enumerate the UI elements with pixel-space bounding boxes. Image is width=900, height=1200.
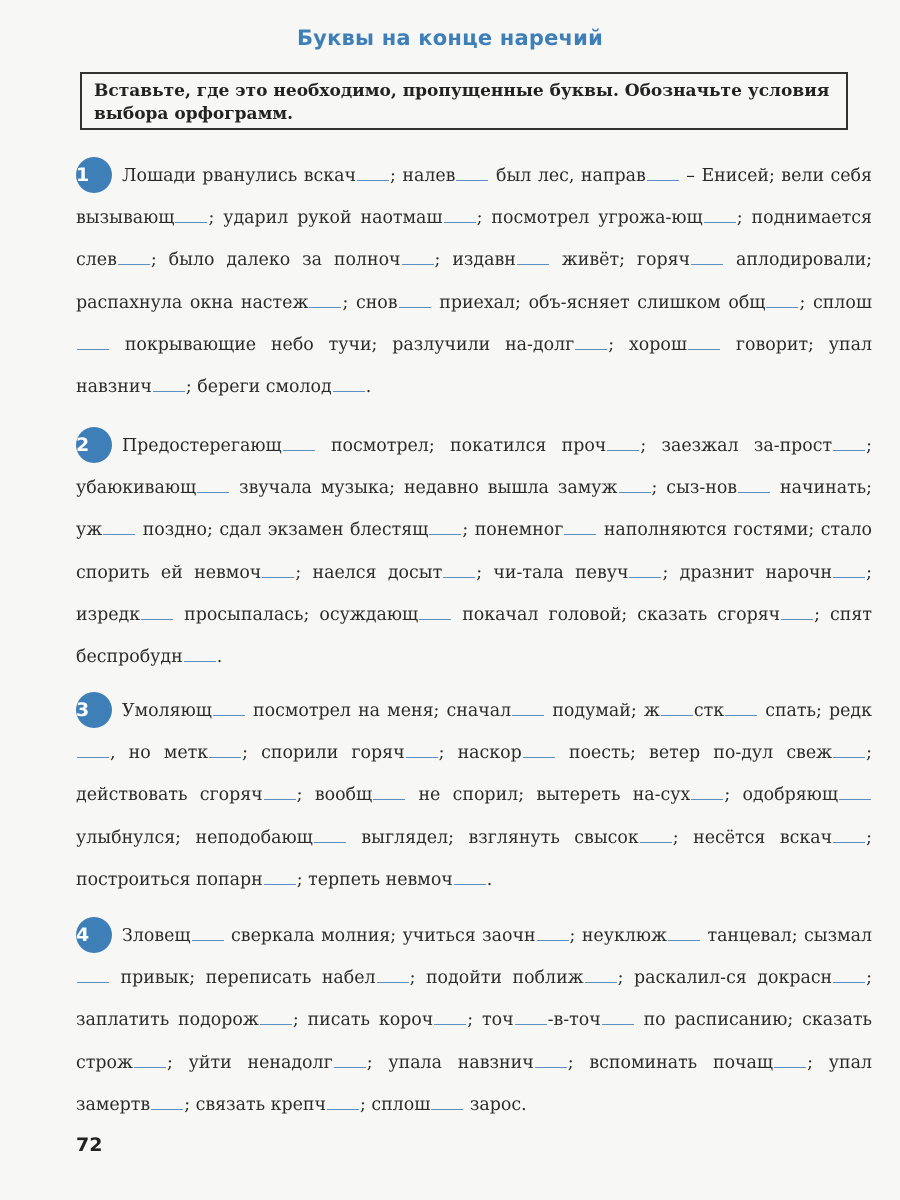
fill-in-blank[interactable] — [264, 782, 296, 800]
fill-in-blank[interactable] — [77, 331, 109, 349]
exercise-text: ; писать короч — [292, 1010, 434, 1031]
exercise-text: ; терпеть невмоч — [296, 869, 453, 890]
exercise-text: ; одобряющ — [724, 785, 838, 806]
fill-in-blank[interactable] — [725, 698, 757, 716]
exercise-text: ; сплош — [359, 1094, 431, 1115]
fill-in-blank[interactable] — [833, 965, 865, 983]
fill-in-blank[interactable] — [444, 205, 476, 223]
fill-in-blank[interactable] — [512, 698, 544, 716]
fill-in-blank[interactable] — [334, 1049, 366, 1067]
exercise-text: ; подойти поближ — [409, 968, 584, 989]
fill-in-blank[interactable] — [537, 923, 569, 941]
fill-in-blank[interactable] — [691, 247, 723, 265]
fill-in-blank[interactable] — [429, 517, 461, 535]
exercise-number-badge: 2 — [76, 427, 112, 463]
fill-in-blank[interactable] — [619, 475, 651, 493]
exercise-text: ; упал замертв — [76, 1052, 872, 1115]
fill-in-blank[interactable] — [357, 163, 389, 181]
instruction-box — [80, 72, 848, 130]
fill-in-blank[interactable] — [377, 965, 409, 983]
fill-in-blank[interactable] — [575, 331, 607, 349]
fill-in-blank[interactable] — [833, 433, 865, 451]
exercise-text: -в-точ — [547, 1010, 601, 1031]
exercise-text: Предостерегающ — [122, 436, 282, 456]
exercise-text: ; спорили горяч — [242, 743, 405, 764]
fill-in-blank[interactable] — [419, 601, 451, 619]
fill-in-blank[interactable] — [668, 923, 700, 941]
fill-in-blank[interactable] — [314, 824, 346, 842]
exercise-text: был лес, направ — [489, 166, 646, 186]
fill-in-blank[interactable] — [213, 698, 245, 716]
exercise-text: ; упала навзнич — [366, 1052, 534, 1073]
exercise-3 — [76, 690, 872, 901]
exercise-text: наполняются гостями; стало спорить ей невмоч — [76, 520, 873, 583]
exercise-text: ; построиться попарн — [76, 827, 872, 890]
fill-in-blank[interactable] — [661, 698, 693, 716]
fill-in-blank[interactable] — [262, 559, 294, 577]
exercise-text: аплодировали; распахнула окна настеж — [76, 250, 873, 313]
exercise-text: , но метк — [110, 743, 209, 764]
exercise-text: поесть; ветер по-дул свеж — [555, 743, 833, 764]
exercise-text: ; связать крепч — [184, 1094, 326, 1115]
fill-in-blank[interactable] — [517, 247, 549, 265]
page-number: 72 — [76, 1134, 103, 1156]
exercise-text: приехал; объ-ясняет слишком общ — [431, 292, 766, 313]
exercise-text: ; точ — [467, 1010, 514, 1031]
exercise-text: улыбнулся; неподобающ — [76, 827, 313, 848]
fill-in-blank[interactable] — [585, 965, 617, 983]
fill-in-blank[interactable] — [264, 866, 296, 884]
fill-in-blank[interactable] — [515, 1007, 547, 1025]
exercise-text: ; береги смолод — [185, 377, 332, 398]
exercise-text: ; издавн — [434, 250, 516, 271]
exercise-text: ; посмотрел угрожа-ющ — [476, 208, 703, 229]
fill-in-blank[interactable] — [431, 1091, 463, 1109]
fill-in-blank[interactable] — [151, 1091, 183, 1109]
fill-in-blank[interactable] — [602, 1007, 634, 1025]
exercise-text: ; дразнит нарочн — [662, 562, 833, 583]
fill-in-blank[interactable] — [118, 247, 150, 265]
fill-in-blank[interactable] — [454, 866, 486, 884]
exercise-text: ; несётся вскач — [672, 827, 833, 848]
fill-in-blank[interactable] — [260, 1007, 292, 1025]
exercise-text: ; неуклюж — [569, 926, 668, 946]
exercise-text: по расписанию; сказать строж — [76, 1010, 873, 1073]
fill-in-blank[interactable] — [640, 824, 672, 842]
fill-in-blank[interactable] — [688, 331, 720, 349]
exercise-text: ; налев — [390, 166, 456, 186]
exercise-text: ; изредк — [76, 562, 872, 625]
fill-in-blank[interactable] — [197, 475, 229, 493]
exercise-text: посмотрел на меня; сначал — [245, 701, 512, 721]
fill-in-blank[interactable] — [373, 782, 405, 800]
exercise-text: начинать; уж — [76, 478, 873, 541]
fill-in-blank[interactable] — [456, 163, 488, 181]
exercise-text: не спорил; вытереть на-сух — [406, 785, 691, 806]
fill-in-blank[interactable] — [184, 644, 216, 662]
exercise-text: звучала музыка; недавно вышла замуж — [230, 478, 618, 499]
exercise-number-badge: 1 — [76, 157, 112, 193]
fill-in-blank[interactable] — [691, 782, 723, 800]
fill-in-blank[interactable] — [327, 1091, 359, 1109]
exercise-text: ; наелся досыт — [295, 562, 443, 583]
fill-in-blank[interactable] — [833, 824, 865, 842]
exercise-text: ; заплатить подорож — [76, 968, 873, 1031]
exercise-text: просыпалась; осуждающ — [174, 604, 419, 625]
exercise-text: ; убаюкивающ — [76, 436, 872, 499]
fill-in-blank[interactable] — [209, 740, 241, 758]
fill-in-blank[interactable] — [309, 289, 341, 307]
exercise-text: танцевал; сызмал — [701, 926, 873, 946]
exercise-text: . — [216, 647, 223, 668]
exercise-text: ; было далеко за полноч — [150, 250, 401, 271]
exercise-text: ; хорош — [608, 334, 688, 355]
exercise-text: ; поднимается слев — [76, 208, 872, 271]
fill-in-blank[interactable] — [399, 289, 431, 307]
exercise-text: ; действовать сгоряч — [76, 743, 872, 806]
exercise-text: ; наскор — [438, 743, 522, 764]
exercise-text: живёт; горяч — [549, 250, 691, 271]
exercise-text: . — [365, 377, 372, 398]
fill-in-blank[interactable] — [833, 740, 865, 758]
exercise-text: ; вообщ — [296, 785, 373, 806]
exercise-number-badge: 4 — [76, 917, 112, 953]
exercise-number-badge: 3 — [76, 692, 112, 728]
fill-in-blank[interactable] — [535, 1049, 567, 1067]
exercise-text: сверкала молния; учиться заочн — [224, 926, 536, 946]
exercise-4 — [76, 915, 872, 1126]
exercise-text: ; спят беспробудн — [76, 604, 872, 668]
fill-in-blank[interactable] — [443, 559, 475, 577]
exercise-text: – Енисей; вели себя вызывающ — [76, 166, 872, 229]
exercise-text: поздно; сдал экзамен блестящ — [136, 520, 429, 541]
exercise-text: зарос. — [464, 1094, 527, 1115]
fill-in-blank[interactable] — [175, 205, 207, 223]
exercise-text: выглядел; взглянуть свысок — [346, 827, 639, 848]
fill-in-blank[interactable] — [406, 740, 438, 758]
fill-in-blank[interactable] — [192, 923, 224, 941]
fill-in-blank[interactable] — [774, 1049, 806, 1067]
fill-in-blank[interactable] — [766, 289, 798, 307]
exercise-text: ; уйти ненадолг — [166, 1052, 333, 1073]
page-title: Буквы на конце наречий — [296, 26, 604, 50]
exercise-text: Зловещ — [122, 926, 191, 946]
fill-in-blank[interactable] — [103, 517, 135, 535]
fill-in-blank[interactable] — [647, 163, 679, 181]
instruction-text: Вставьте, где это необходимо, пропущенные буквы. Обозначьте условия выбора орфограмм. — [94, 81, 830, 124]
fill-in-blank[interactable] — [839, 782, 871, 800]
exercise-text: покачал головой; сказать сгоряч — [452, 604, 781, 625]
exercise-text: ; ударил рукой наотмаш — [208, 208, 443, 229]
exercise-text: ; сыз-нов — [651, 478, 738, 499]
exercise-text: спать; редк — [758, 701, 872, 721]
fill-in-blank[interactable] — [629, 559, 661, 577]
fill-in-blank[interactable] — [77, 965, 109, 983]
exercise-text: ; раскалил-ся докрасн — [617, 968, 833, 989]
fill-in-blank[interactable] — [134, 1049, 166, 1067]
fill-in-blank[interactable] — [153, 374, 185, 392]
exercise-text: говорит; упал навзнич — [76, 334, 873, 398]
exercise-text: ; сплош — [799, 292, 872, 313]
exercise-text: Умоляющ — [122, 701, 212, 721]
fill-in-blank[interactable] — [738, 475, 770, 493]
fill-in-blank[interactable] — [781, 601, 813, 619]
fill-in-blank[interactable] — [333, 374, 365, 392]
fill-in-blank[interactable] — [607, 433, 639, 451]
exercise-text: привык; переписать набел — [110, 968, 376, 989]
exercise-text: ; чи-тала певуч — [476, 562, 629, 583]
fill-in-blank[interactable] — [402, 247, 434, 265]
exercise-text: покрывающие небо тучи; разлучили на-долг — [110, 334, 575, 355]
fill-in-blank[interactable] — [704, 205, 736, 223]
exercise-text: ; снов — [342, 292, 398, 313]
exercise-2 — [76, 425, 872, 678]
exercise-text: ; понемног — [462, 520, 564, 541]
fill-in-blank[interactable] — [833, 559, 865, 577]
exercise-1 — [76, 155, 872, 408]
exercise-text: ; заезжал за-прост — [640, 436, 833, 456]
fill-in-blank[interactable] — [523, 740, 555, 758]
exercise-text: стк — [693, 701, 725, 721]
exercise-text: посмотрел; покатился проч — [315, 436, 607, 456]
exercise-text: ; вспоминать почащ — [567, 1052, 774, 1073]
fill-in-blank[interactable] — [283, 433, 315, 451]
fill-in-blank[interactable] — [77, 740, 109, 758]
exercise-text: . — [486, 869, 493, 890]
fill-in-blank[interactable] — [141, 601, 173, 619]
exercise-text: Лошади рванулись вскач — [122, 166, 357, 186]
fill-in-blank[interactable] — [434, 1007, 466, 1025]
fill-in-blank[interactable] — [564, 517, 596, 535]
exercise-text: подумай; ж — [545, 701, 660, 721]
